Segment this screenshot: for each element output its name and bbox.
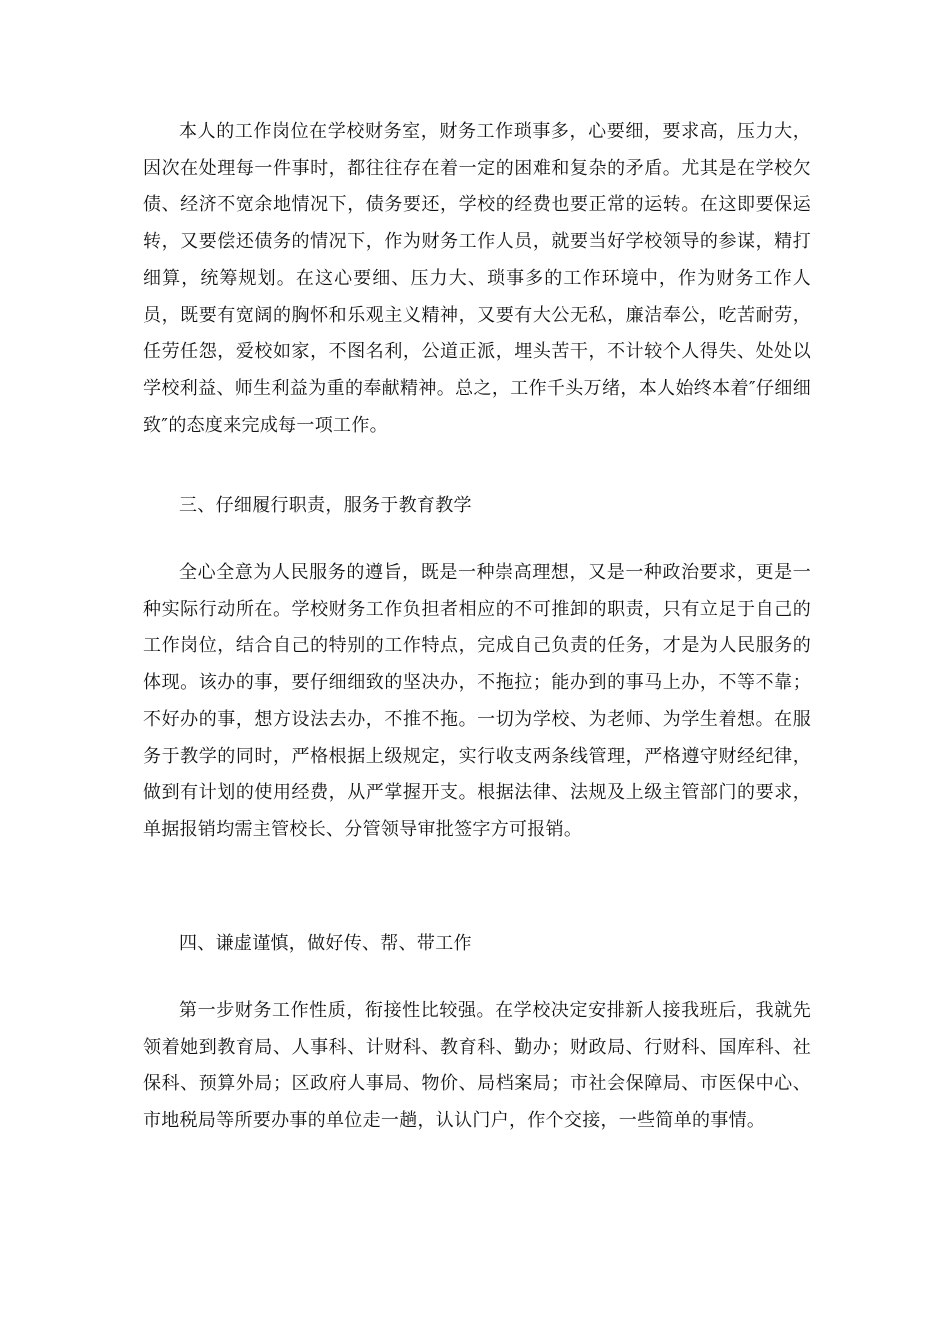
body-paragraph: 全心全意为人民服务的遵旨，既是一种崇高理想，又是一种政治要求，更是一种实际行动所在。学校财务工作负担者相应的不可推卸的职责，只有立足于自己的工作岗位，结合自己的特别的工作特点，完成自己负责的任务，才是为人民服务的体现。该办的事，要仔细细致的坚决办，不拖拉；能办到的事马上办，不等不靠；不好办的事，想方设法去办，不推不拖。一切为学校、为老师、为学生着想。在服务于教学的同时，严格根据上级规定，实行收支两条线管理，严格遵守财经纪律，做到有计划的使用经费，从严掌握开支。根据法律、法规及上级主管部门的要求，单据报销均需主管校长、分管领导审批签字方可报销。: [143, 562, 811, 840]
section-heading: 三、仔细履行职责，服务于教育教学: [179, 495, 472, 516]
section-heading: 四、谦虚谨慎，做好传、帮、带工作: [179, 933, 472, 954]
body-paragraph: 第一步财务工作性质，衔接性比较强。在学校决定安排新人接我班后，我就先领着她到教育局、人事科、计财科、教育科、勤办；财政局、行财科、国库科、社保科、预算外局；区政府人事局、物价、局档案局；市社会保障局、市医保中心、市地税局等所要办事的单位走一趟，认认门户，作个交接，一些简单的事情。: [143, 1000, 811, 1132]
body-paragraph: 本人的工作岗位在学校财务室，财务工作琐事多，心要细，要求高，压力大，因次在处理每一件事时，都往往存在着一定的困难和复杂的矛盾。尤其是在学校欠债、经济不宽余地情况下，债务要还，学校的经费也要正常的运转。在这即要保运转，又要偿还债务的情况下，作为财务工作人员，就要当好学校领导的参谋，精打细算，统筹规划。在这心要细、压力大、琐事多的工作环境中，作为财务工作人员，既要有宽阔的胸怀和乐观主义精神，又要有大公无私，廉洁奉公，吃苦耐劳，任劳任怨，爱校如家，不图名利，公道正派，埋头苦干，不计较个人得失、处处以学校利益、师生利益为重的奉献精神。总之，工作千头万绪，本人始终本着″仔细细致″的态度来完成每一项工作。: [143, 121, 811, 436]
